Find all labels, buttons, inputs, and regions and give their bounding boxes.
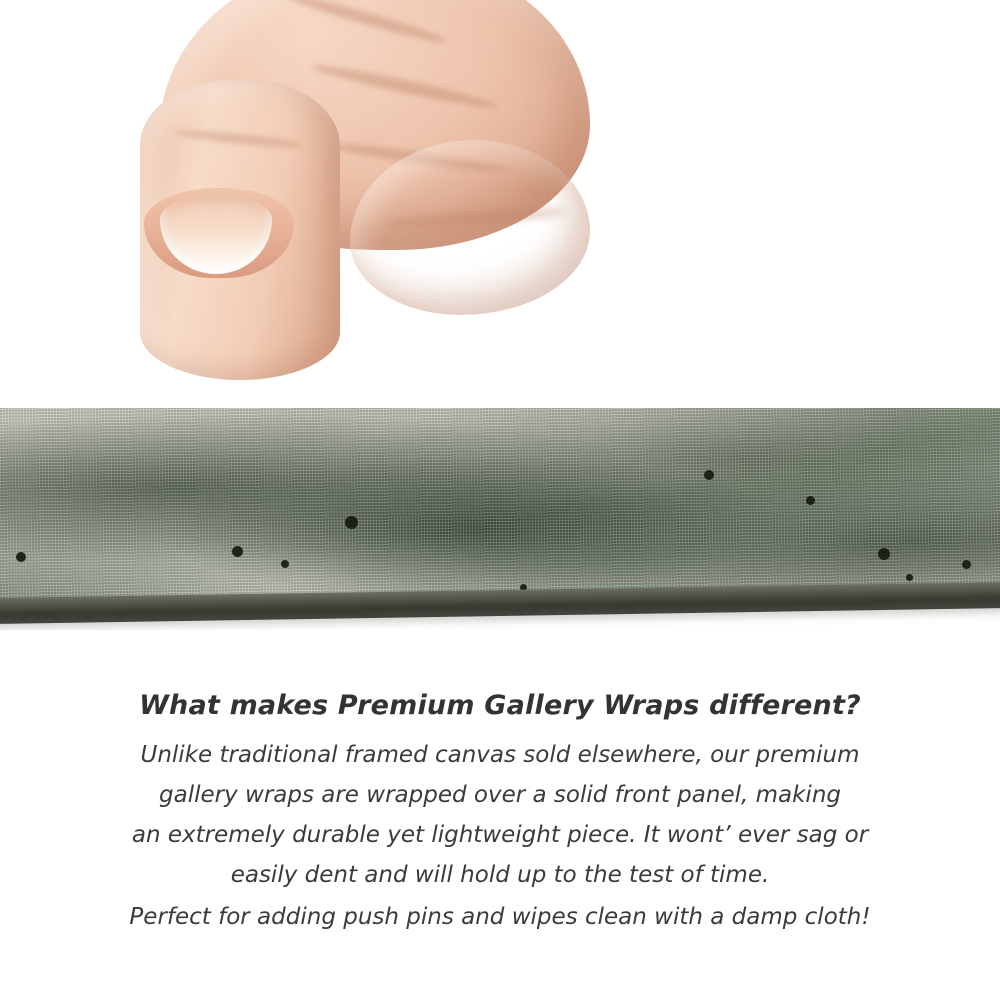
photo-area <box>0 0 1000 410</box>
premium-gallery-wrap-edge <box>0 408 1000 630</box>
canvas-speck <box>16 552 26 562</box>
caption-line: an extremely durable yet lightweight piece. It wont’ ever sag or <box>131 822 869 848</box>
hand-illustration <box>120 0 590 410</box>
caption-heading: What makes Premium Gallery Wraps different? <box>139 690 861 721</box>
caption-line: easily dent and will hold up to the test of time. <box>230 862 770 888</box>
canvas-speck <box>806 496 815 505</box>
finger-crease-icon <box>174 127 304 151</box>
canvas-speck <box>878 548 890 560</box>
canvas-speck <box>345 516 358 529</box>
caption-line: Unlike traditional framed canvas sold elsewhere, our premium <box>140 742 860 768</box>
canvas-speck <box>281 560 289 568</box>
canvas-speck <box>704 470 714 480</box>
canvas-speck <box>232 546 243 557</box>
knuckle-crease-icon <box>282 0 449 47</box>
caption-block <box>0 690 1000 937</box>
canvas-speck <box>962 560 971 569</box>
caption-line: gallery wraps are wrapped over a solid front panel, making <box>159 782 841 808</box>
canvas-speck <box>906 574 913 581</box>
knuckle-crease-icon <box>311 60 500 112</box>
caption-line: Perfect for adding push pins and wipes clean with a damp cloth! <box>129 904 871 930</box>
canvas-weave-texture <box>0 408 1000 614</box>
